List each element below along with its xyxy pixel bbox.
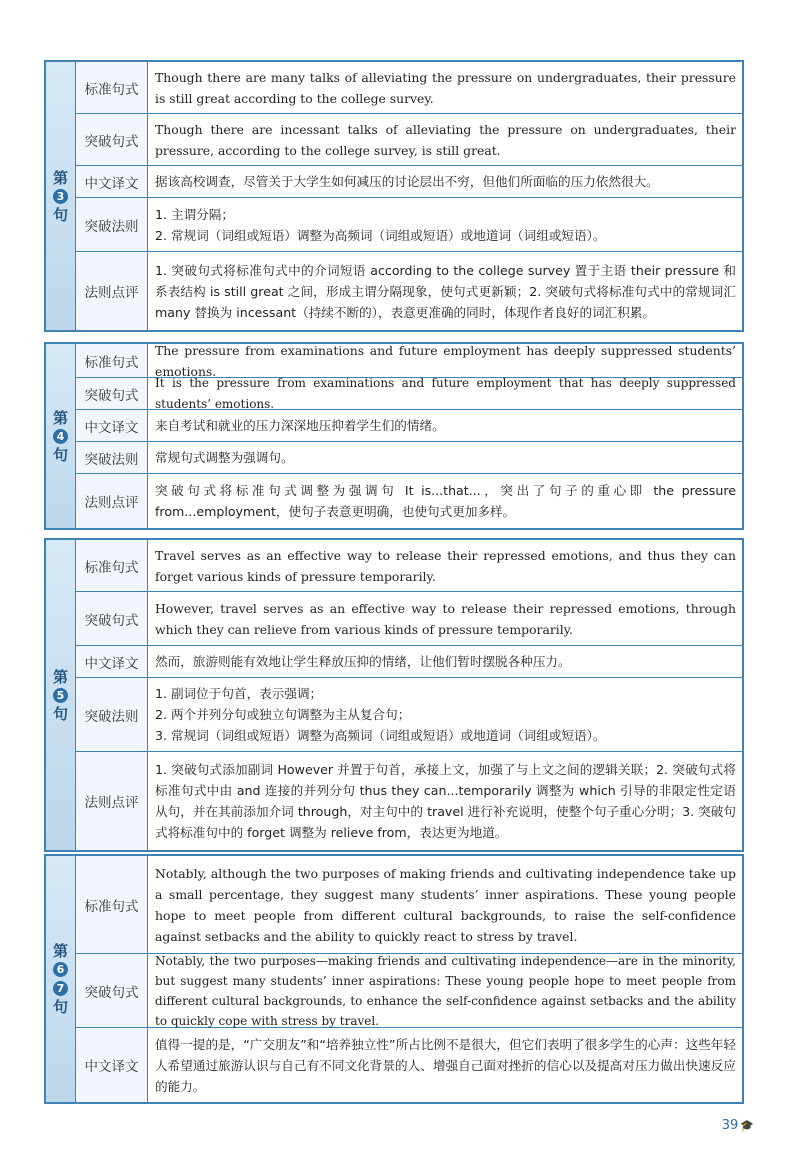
side-suffix: 句 (52, 205, 68, 224)
rule-line: 1. 主谓分隔； (155, 206, 234, 222)
table-row (76, 166, 742, 198)
row-content: 值得一提的是，“广交朋友”和“培养独立性”所占比例不是很大，但它们表明了很多学生的心声：这些年轻人希望通过旅游认识与自己有不同文化背景的人、增强自己面对挫折的信心以及提高对压力做出快速反应的能力。 (155, 1036, 736, 1094)
row-label: 标准句式 (76, 344, 148, 377)
table-row (76, 252, 742, 330)
table-row (76, 410, 742, 442)
row-label: 突破句式 (76, 592, 148, 645)
row-content: 然而，旅游则能有效地让学生释放压抑的情绪，让他们暂时摆脱各种压力。 (155, 654, 571, 669)
table-row (76, 114, 742, 166)
sentence-number-badge: 7 (53, 981, 68, 996)
row-content (148, 198, 742, 251)
table-row (76, 442, 742, 474)
row-label: 突破句式 (76, 378, 148, 409)
row-label: 中文译文 (76, 166, 148, 197)
row-label: 中文译文 (76, 1028, 148, 1102)
row-label: 突破法则 (76, 442, 148, 473)
row-label: 法则点评 (76, 474, 148, 528)
sentence-block-3 (44, 60, 744, 332)
row-content: 1. 突破句式将标准句式中的介词短语 according to the college survey 置于主语 their pressure 和系表结构 is still great 之间，形成主谓分隔现象，使句式更新颖；2. 突破句式将标准句式中的常规词汇 many 替换为 incessant（持续不断的），表意更准确的同时，体现作者良好的词汇积累。 (155, 262, 736, 320)
table-row (76, 752, 742, 850)
row-label: 突破法则 (76, 678, 148, 751)
row-label: 法则点评 (76, 752, 148, 850)
page-number-text: 39 (721, 1118, 739, 1133)
row-content: Though there are incessant talks of alleviating the pressure on undergraduates, their pressure, according to the college survey, is still great. (155, 121, 736, 158)
table-row (76, 62, 742, 114)
table-row (76, 646, 742, 678)
side-prefix: 第 (52, 168, 68, 187)
side-prefix: 第 (52, 667, 68, 686)
row-content: Notably, the two purposes—making friends and cultivating independence—are in the minority, but suggest many students’ inner aspirations: These young people hope to meet people from different cultural backgrounds, to enhance the self-confidence against setbacks and the ability to quickly cope with stress by travel. (155, 953, 736, 1028)
side-suffix: 句 (52, 998, 68, 1016)
row-content: 来自考试和就业的压力深深地压抑着学生们的情绪。 (155, 418, 445, 433)
sentence-block-4 (44, 342, 744, 530)
row-content: Though there are many talks of alleviating the pressure on undergraduates, their pressure is still great according to the college survey. (155, 69, 736, 106)
rule-line: 1. 副词位于句首，表示强调； (155, 686, 323, 701)
row-content: 据该高校调查，尽管关于大学生如何减压的讨论层出不穷，但他们所面临的压力依然很大。 (155, 174, 659, 189)
side-suffix: 句 (52, 445, 68, 464)
block-side-tab (46, 540, 76, 850)
side-suffix: 句 (52, 704, 68, 723)
table-row (76, 198, 742, 252)
table-row (76, 592, 742, 646)
row-content: The pressure from examinations and future employment has deeply suppressed students’ emotions. (155, 342, 736, 379)
table-row (76, 678, 742, 752)
row-content: Notably, although the two purposes of making friends and cultivating independence take up a small percentage, they suggest many students’ inner aspirations. These young people hope to meet people from different cultural backgrounds, to raise the self-confidence against setbacks and the ability to quickly react to stress by travel. (155, 865, 736, 944)
sentence-block-6-7 (44, 854, 744, 1104)
sentence-number-badge: 5 (53, 688, 68, 703)
row-label: 标准句式 (76, 62, 148, 113)
block-side-tab (46, 62, 76, 330)
row-content: It is the pressure from examinations and future employment that has deeply suppressed students’ emotions. (155, 375, 736, 411)
row-content: 常规句式调整为强调句。 (155, 450, 294, 465)
sentence-number-badge: 4 (53, 429, 68, 444)
row-content: 突破句式将标准句式调整为强调句 It is...that...，突出了句子的重心即 the pressure from...employment，使句子表意更明确，也使句式更加多样。 (155, 483, 736, 519)
rule-line: 3. 常规词（词组或短语）调整为高频词（词组或短语）或地道词（词组或短语）。 (155, 728, 606, 743)
row-content (148, 678, 742, 751)
sentence-block-5 (44, 538, 744, 852)
table-row (76, 1028, 742, 1102)
block-side-tab (46, 344, 76, 528)
block-side-tab (46, 856, 76, 1102)
row-content: However, travel serves as an effective way to release their repressed emotions, through which they can relieve from various kinds of pressure temporarily. (155, 600, 736, 637)
row-label: 中文译文 (76, 646, 148, 677)
row-label: 标准句式 (76, 856, 148, 953)
page-number (722, 1118, 754, 1133)
side-prefix: 第 (52, 942, 68, 960)
row-label: 标准句式 (76, 540, 148, 591)
row-label: 突破句式 (76, 114, 148, 165)
graduation-cap-icon: 🎓 (740, 1119, 754, 1132)
row-label: 突破法则 (76, 198, 148, 251)
row-content: 1. 突破句式添加副词 However 并置于句首，承接上文，加强了与上文之间的逻辑关联；2. 突破句式将标准句式中由 and 连接的并列分句 thus they can...temporarily 调整为 which 引导的非限定性定语从句，并在其前添加介词 through，对主句中的 travel 进行补充说明，使整个句子重心分明；3. 突破句式将标准句中的 forget 调整为 relieve from，表达更为地道。 (155, 762, 736, 840)
rule-line: 2. 两个并列分句或独立句调整为主从复合句； (155, 707, 411, 722)
sentence-number-badge: 6 (53, 962, 68, 977)
row-label: 中文译文 (76, 410, 148, 441)
side-prefix: 第 (52, 408, 68, 427)
row-label: 突破句式 (76, 954, 148, 1027)
table-row (76, 474, 742, 528)
row-label: 法则点评 (76, 252, 148, 330)
table-row (76, 375, 742, 411)
table-row (76, 954, 742, 1028)
row-content: Travel serves as an effective way to release their repressed emotions, and thus they can forget various kinds of pressure temporarily. (155, 547, 736, 584)
sentence-number-badge: 3 (53, 189, 68, 204)
table-row (76, 856, 742, 954)
rule-line: 2. 常规词（词组或短语）调整为高频词（词组或短语）或地道词（词组或短语）。 (155, 227, 606, 243)
table-row (76, 540, 742, 592)
